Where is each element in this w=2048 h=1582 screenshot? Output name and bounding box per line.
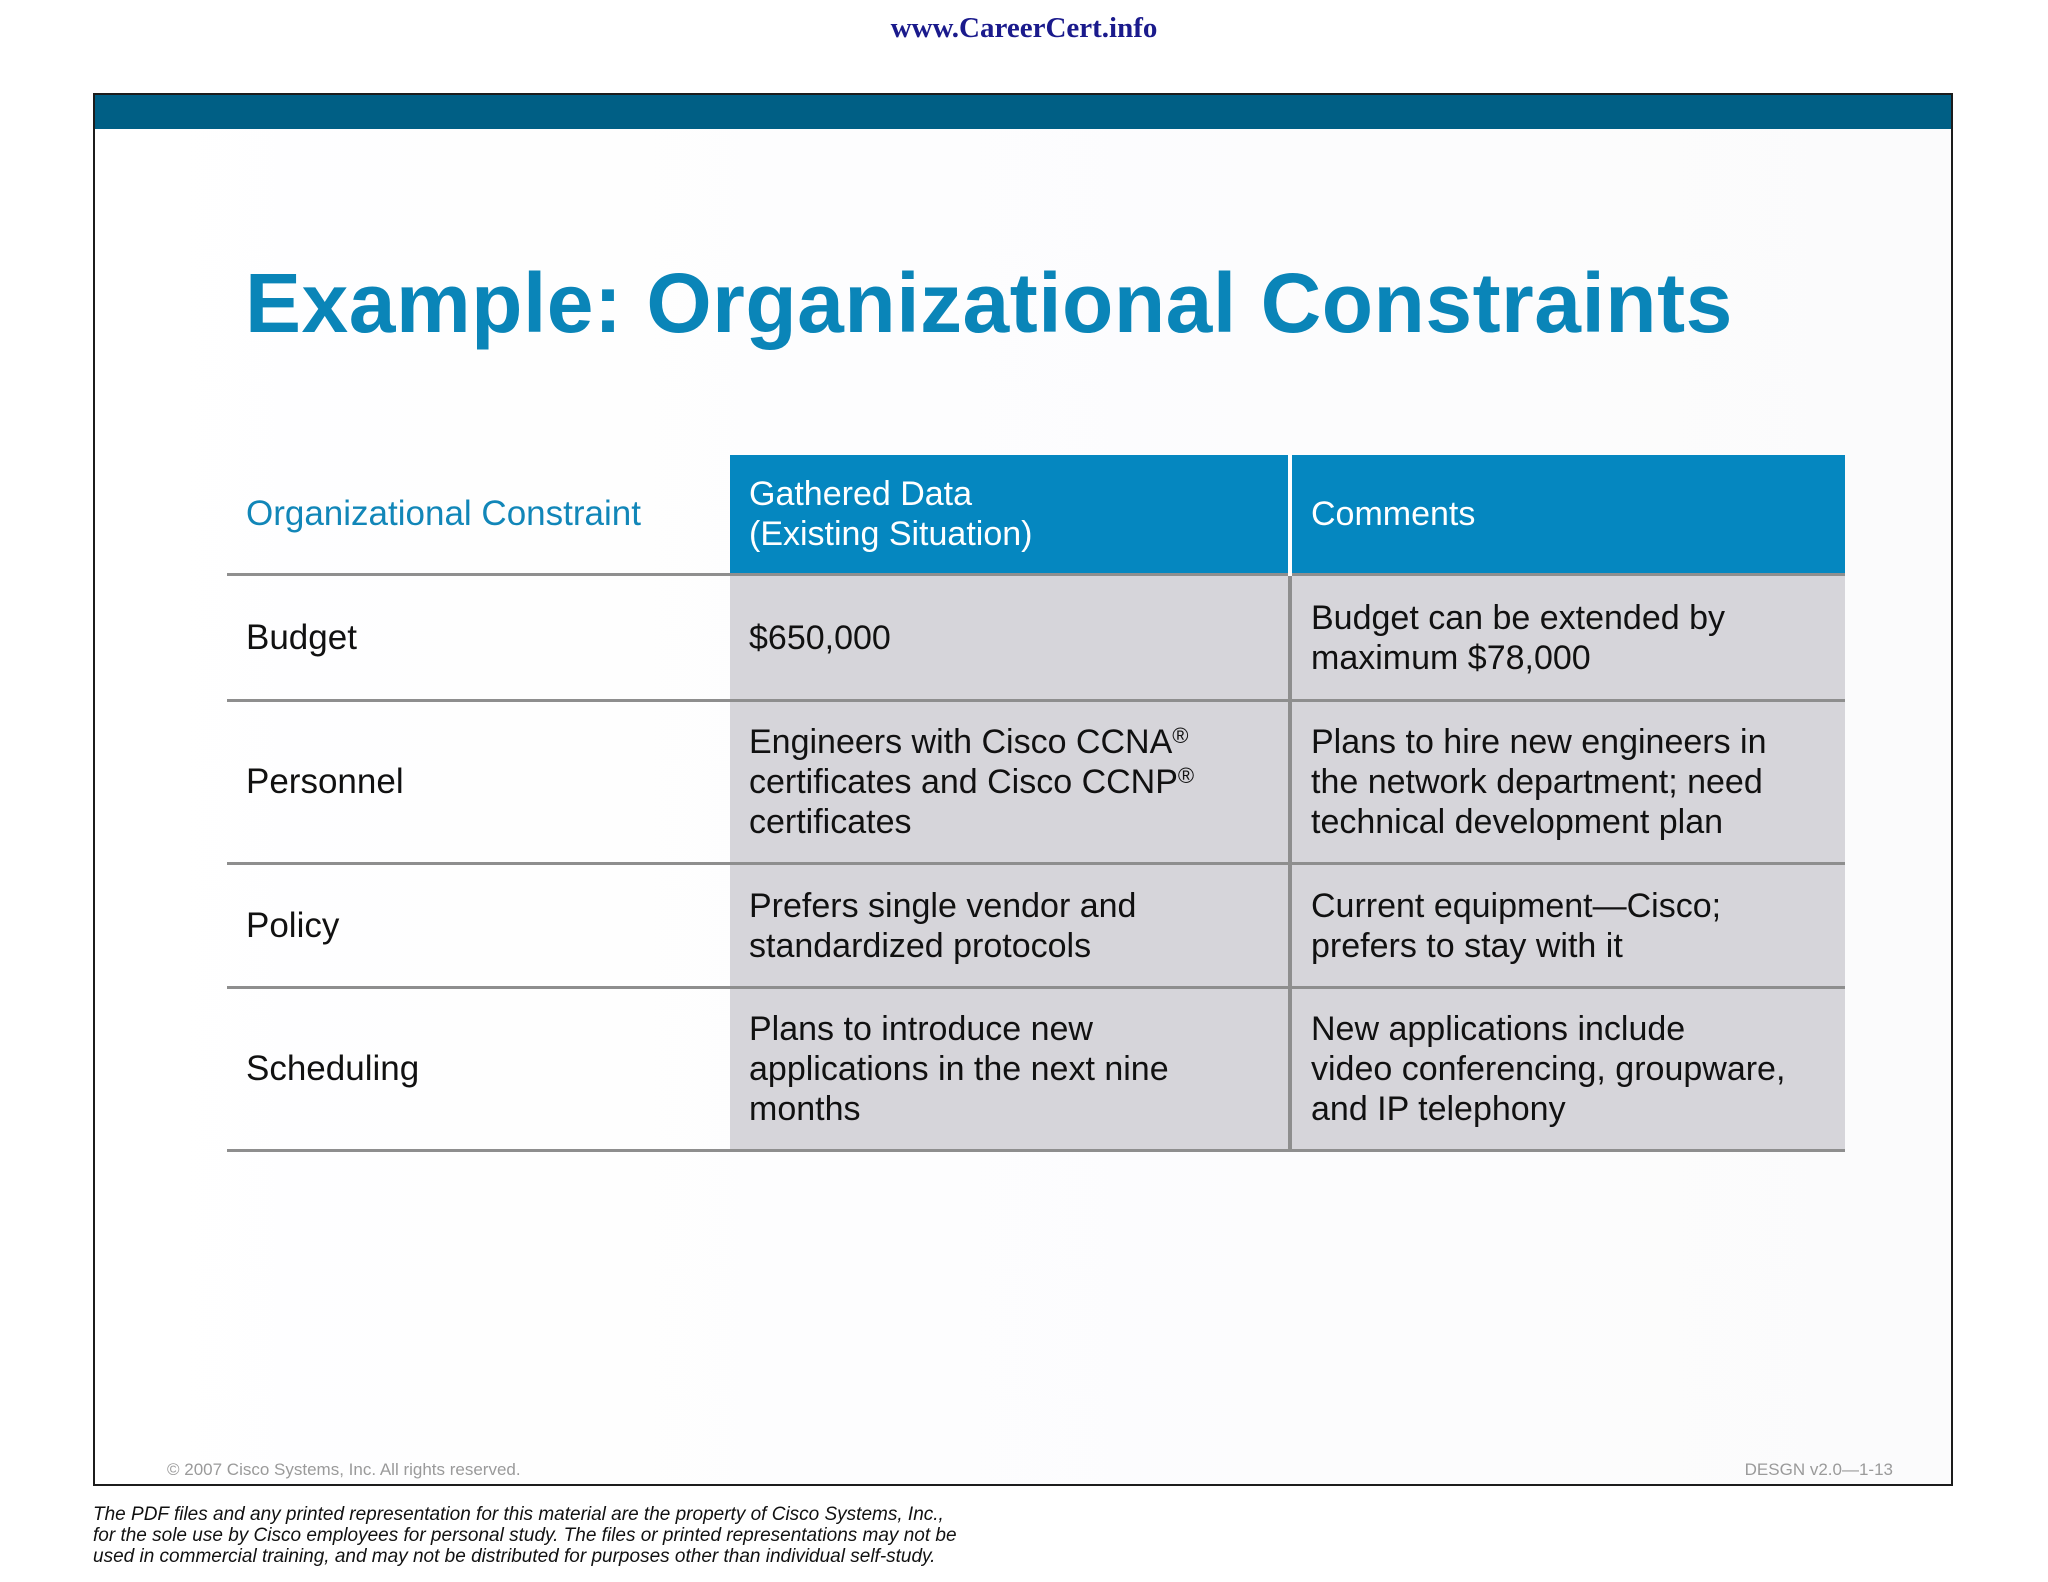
disclaimer-line: for the sole use by Cisco employees for personal study. The files or printed representations may not be bbox=[93, 1525, 957, 1546]
cell-line: Plans to introduce new bbox=[749, 1010, 1093, 1048]
constraints-table bbox=[227, 455, 1845, 1152]
slide-title: Example: Organizational Constraints bbox=[245, 256, 1733, 350]
cell-text: Engineers with Cisco CCNA bbox=[749, 723, 1173, 761]
gathered-data-cell bbox=[730, 988, 1290, 1151]
cell-line: standardized protocols bbox=[749, 926, 1092, 965]
header-comments: Comments bbox=[1290, 455, 1845, 575]
header-gathered-data bbox=[730, 455, 1290, 575]
site-url[interactable]: www.CareerCert.info bbox=[890, 12, 1158, 44]
constraint-cell: Personnel bbox=[227, 701, 730, 864]
gathered-data-cell bbox=[730, 575, 1290, 701]
cell-line: Budget can be extended by bbox=[1311, 598, 1725, 637]
copyright-notice: © 2007 Cisco Systems, Inc. All rights reserved. bbox=[167, 1460, 521, 1479]
header-gathered-data-line: Gathered Data bbox=[749, 475, 973, 513]
cell-text: certificates and Cisco CCNP bbox=[749, 763, 1178, 801]
cell-line: certificates bbox=[749, 803, 912, 841]
table-row bbox=[227, 575, 1845, 701]
cell-line: maximum $78,000 bbox=[1311, 638, 1591, 677]
course-id: DESGN v2.0—1-13 bbox=[1744, 1460, 1893, 1479]
constraint-cell: Budget bbox=[227, 575, 730, 701]
cell-line: $650,000 bbox=[749, 618, 891, 657]
disclaimer bbox=[93, 1504, 1193, 1567]
comments-cell bbox=[1290, 701, 1845, 864]
comments-cell bbox=[1290, 575, 1845, 701]
cell-line: Current equipment—Cisco; bbox=[1311, 886, 1722, 925]
cell-line bbox=[749, 722, 1270, 762]
cell-line: Prefers single vendor and bbox=[749, 886, 1137, 925]
table-row bbox=[227, 864, 1845, 988]
cell-line: the network department; need bbox=[1311, 763, 1763, 801]
header-gathered-data-line: (Existing Situation) bbox=[749, 515, 1033, 553]
cell-line: prefers to stay with it bbox=[1311, 926, 1623, 965]
comments-cell bbox=[1290, 988, 1845, 1151]
cell-line: New applications include bbox=[1311, 1010, 1686, 1048]
gathered-data-cell bbox=[730, 864, 1290, 988]
cell-line: applications in the next nine bbox=[749, 1050, 1169, 1088]
disclaimer-line: used in commercial training, and may not be distributed for purposes other than individual self-study. bbox=[93, 1546, 936, 1567]
cell-line: months bbox=[749, 1090, 861, 1128]
header-organizational-constraint: Organizational Constraint bbox=[227, 455, 730, 575]
cell-line: technical development plan bbox=[1311, 803, 1724, 841]
constraint-cell: Policy bbox=[227, 864, 730, 988]
cell-line bbox=[749, 762, 1270, 802]
table-row bbox=[227, 988, 1845, 1151]
cell-line: video conferencing, groupware, bbox=[1311, 1050, 1786, 1088]
constraint-cell: Scheduling bbox=[227, 988, 730, 1151]
cell-line: and IP telephony bbox=[1311, 1090, 1566, 1128]
disclaimer-line: The PDF files and any printed representation for this material are the property of Cisco Systems, Inc., bbox=[93, 1504, 944, 1525]
cell-line: Plans to hire new engineers in bbox=[1311, 723, 1767, 761]
gathered-data-cell bbox=[730, 701, 1290, 864]
slide-top-bar bbox=[95, 95, 1951, 129]
slide-frame bbox=[93, 93, 1953, 1486]
registered-mark: ® bbox=[1172, 723, 1189, 748]
registered-mark: ® bbox=[1177, 763, 1195, 788]
table-header-row bbox=[227, 455, 1845, 575]
comments-cell bbox=[1290, 864, 1845, 988]
table-row bbox=[227, 701, 1845, 864]
